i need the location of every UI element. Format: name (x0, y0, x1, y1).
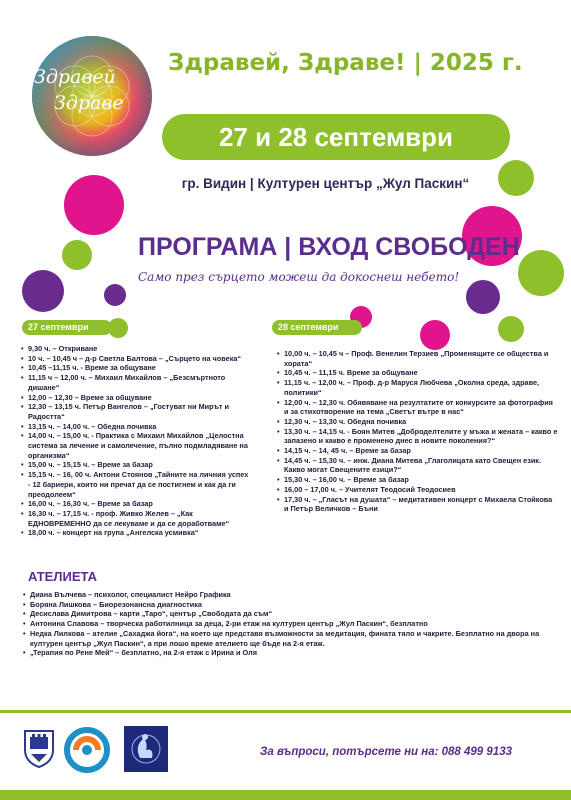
decorative-dot (64, 175, 124, 235)
schedule-item: • 17,30 ч. – „Гласът на душата“ – медитативен концерт с Михаела Стойкова и Петър Величков – Бъни (276, 495, 558, 514)
day2-label: 28 септември (272, 320, 362, 335)
schedule-item: • 13,30 ч. – 14,15 ч. - Боян Митев „Доброделтелите у мъжа и жената – какво е запазено и какво е променено днес в новите поколения?“ (276, 427, 558, 446)
partner-mother-child-logo-icon (124, 726, 168, 772)
schedule-item: • 10,00 ч. – 10,45 ч – Проф. Венелин Терзиев „Променящите се общества и хората“ (276, 349, 558, 368)
schedule-item: • 14,45 ч. – 15,30 ч. – инж. Диана Митева „Глаголицата като Свещен език. Какво могат Свещените езици?“ (276, 456, 558, 475)
schedule-item: • 16,30 ч. – 17,15 ч. - проф. Живко Желев – „Как ЕДНОВРЕМЕННО да се лекуваме и да се доработваме“ (20, 509, 252, 528)
day1-label: 27 септември (22, 320, 112, 335)
schedule-item: • 16,00 ч. – 16,30 ч. – Време за базар (20, 499, 252, 509)
schedule-item: • 18,00 ч. – концерт на група „Ангелска усмивка“ (20, 528, 252, 538)
partner-swirl-logo-icon (64, 727, 110, 773)
logo-text-line2: Здраве (54, 92, 124, 114)
schedule-item: • 13,15 ч. – 14,00 ч. – Обедна почивка (20, 422, 252, 432)
workshop-item: • Боряна Лишкова – Биорезонансна диагностика (22, 600, 542, 610)
municipality-crest-icon (22, 728, 56, 768)
decorative-dot (498, 160, 534, 196)
workshop-item: • Антонина Славова – творческа работилница за деца, 2-ри етаж на културен център „Жул Паскин“, безплатно (22, 619, 542, 629)
footer-divider (0, 710, 571, 713)
decorative-dot (518, 250, 564, 296)
bottom-bar (0, 790, 571, 800)
decorative-dot (62, 240, 92, 270)
workshop-item: • Диана Вълчева – психолог, специалист Нейро Графика (22, 590, 542, 600)
festival-dates: 27 и 28 септември (162, 114, 510, 160)
schedule-item: • 11,15 ч – 12,00 ч. – Михаил Михайлов – „Безсмъртното дишане“ (20, 373, 252, 392)
schedule-item: • 15,00 ч. – 15,15 ч. – Време за базар (20, 460, 252, 470)
schedule-item: • 10,45 ч. – 11,15 ч. Време за общуване (276, 368, 558, 378)
program-heading: ПРОГРАМА | ВХОД СВОБОДЕН (138, 233, 520, 261)
schedule-item: • 15,15 ч. – 16, 00 ч. Антони Стоянов „Тайните на личния успех - 12 бариери, които ни пречат да се постигнем и как да ги преодолеем“ (20, 470, 252, 499)
workshop-item: • Недка Лилкова – ателие „Сахаджа йога“, на което ще представя възможности за медитация, фината тяло и чакрите. Безплатно на двора на културен център „Жул Паскин“, а при лошо време ателието ще бъде на 2-я етаж. (22, 629, 542, 648)
workshops-list (22, 590, 542, 658)
schedule-item: • 12,00 ч. – 12,30 ч. Обявяване на резултатите от конкурсите за фотография и за стихотворение на тема „Светът вътре в нас“ (276, 398, 558, 417)
schedule-item: • 12,30 – 13,15 ч. Петър Вангелов – „Гостуват ни Мирът и Радостта“ (20, 402, 252, 421)
decorative-dot (22, 270, 64, 312)
decorative-dot (498, 316, 524, 342)
motto: Само през сърцето можеш да докоснеш небето! (138, 270, 460, 284)
schedule-item: • 11,15 ч. – 12,00 ч. – Проф. д-р Маруся Любчева „Околна среда, здраве, политики“ (276, 378, 558, 397)
workshops-title: АТЕЛИЕТА (28, 569, 97, 584)
schedule-item: • 12,30 ч. – 13,30 ч. Обедна почивка (276, 417, 558, 427)
schedule-item: • 15,30 ч. – 16,00 ч. – Време за базар (276, 475, 558, 485)
decorative-dot (104, 284, 126, 306)
workshop-item: • Десислава Димитрова – карти „Таро“, център „Свободата да съм“ (22, 609, 542, 619)
schedule-item: • 16,00 – 17,00 ч. – Учителят Теодосий Теодосиев (276, 485, 558, 495)
schedule-item: • 10 ч. – 10,45 ч – д-р Светла Балтова – „Сърцето на човека“ (20, 354, 252, 364)
workshop-item: • „Терапия по Рене Мей“ – безплатно, на 2-я етаж с Ирина и Оля (22, 648, 542, 658)
logo-text-line1: Здравей (34, 66, 116, 88)
schedule-item: • 14,15 ч. – 14, 45 ч. – Време за базар (276, 446, 558, 456)
schedule-item: • 9,30 ч. – Откриване (20, 344, 252, 354)
festival-venue: гр. Видин | Културен център „Жул Паскин“ (181, 176, 470, 191)
schedule-item: • 12,00 – 12,30 – Време за общуване (20, 393, 252, 403)
contact-info: За въпроси, потърсете ни на: 088 499 9133 (260, 746, 512, 758)
schedule-item: • 10,45 –11,15 ч. - Време за общуване (20, 363, 252, 373)
festival-title: Здравей, Здраве! | 2025 г. (168, 50, 523, 76)
day2-schedule (276, 349, 558, 514)
schedule-item: • 14,00 ч. – 15,00 ч. - Практика с Михаил Михайлов „Целостна система за лечение и самолечение, пълно подмладяване на организма“ (20, 431, 252, 460)
day1-schedule (20, 344, 252, 538)
festival-logo (22, 28, 162, 168)
decorative-dot (466, 280, 500, 314)
decorative-dot (420, 320, 450, 350)
